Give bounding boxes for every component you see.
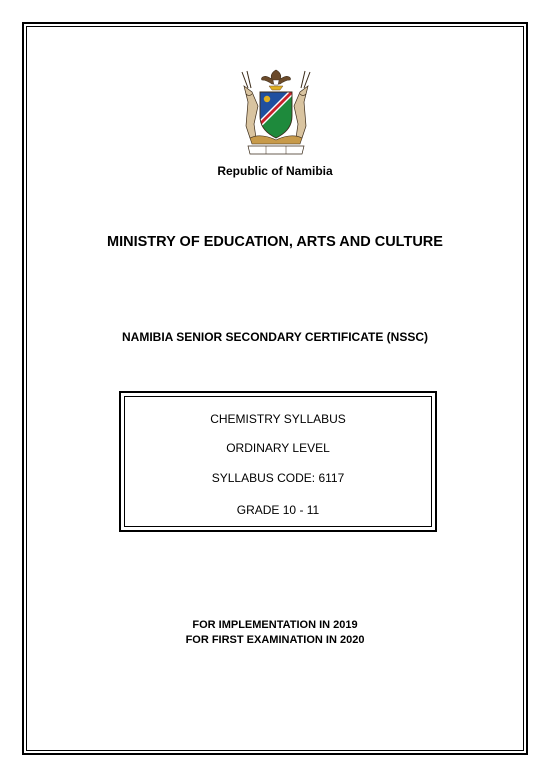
first-examination-year: FOR FIRST EXAMINATION IN 2020	[185, 634, 365, 646]
ministry-title: MINISTRY OF EDUCATION, ARTS AND CULTURE	[107, 234, 443, 250]
syllabus-grade: GRADE 10 - 11	[236, 503, 320, 517]
syllabus-level: ORDINARY LEVEL	[226, 441, 330, 455]
syllabus-subject: CHEMISTRY SYLLABUS	[210, 412, 346, 426]
certificate-title: NAMIBIA SENIOR SECONDARY CERTIFICATE (NSSC)	[121, 330, 428, 344]
implementation-year: FOR IMPLEMENTATION IN 2019	[192, 619, 358, 631]
country-name: Republic of Namibia	[217, 164, 333, 178]
coat-of-arms-icon	[236, 66, 316, 158]
syllabus-code: SYLLABUS CODE: 6117	[211, 471, 345, 485]
